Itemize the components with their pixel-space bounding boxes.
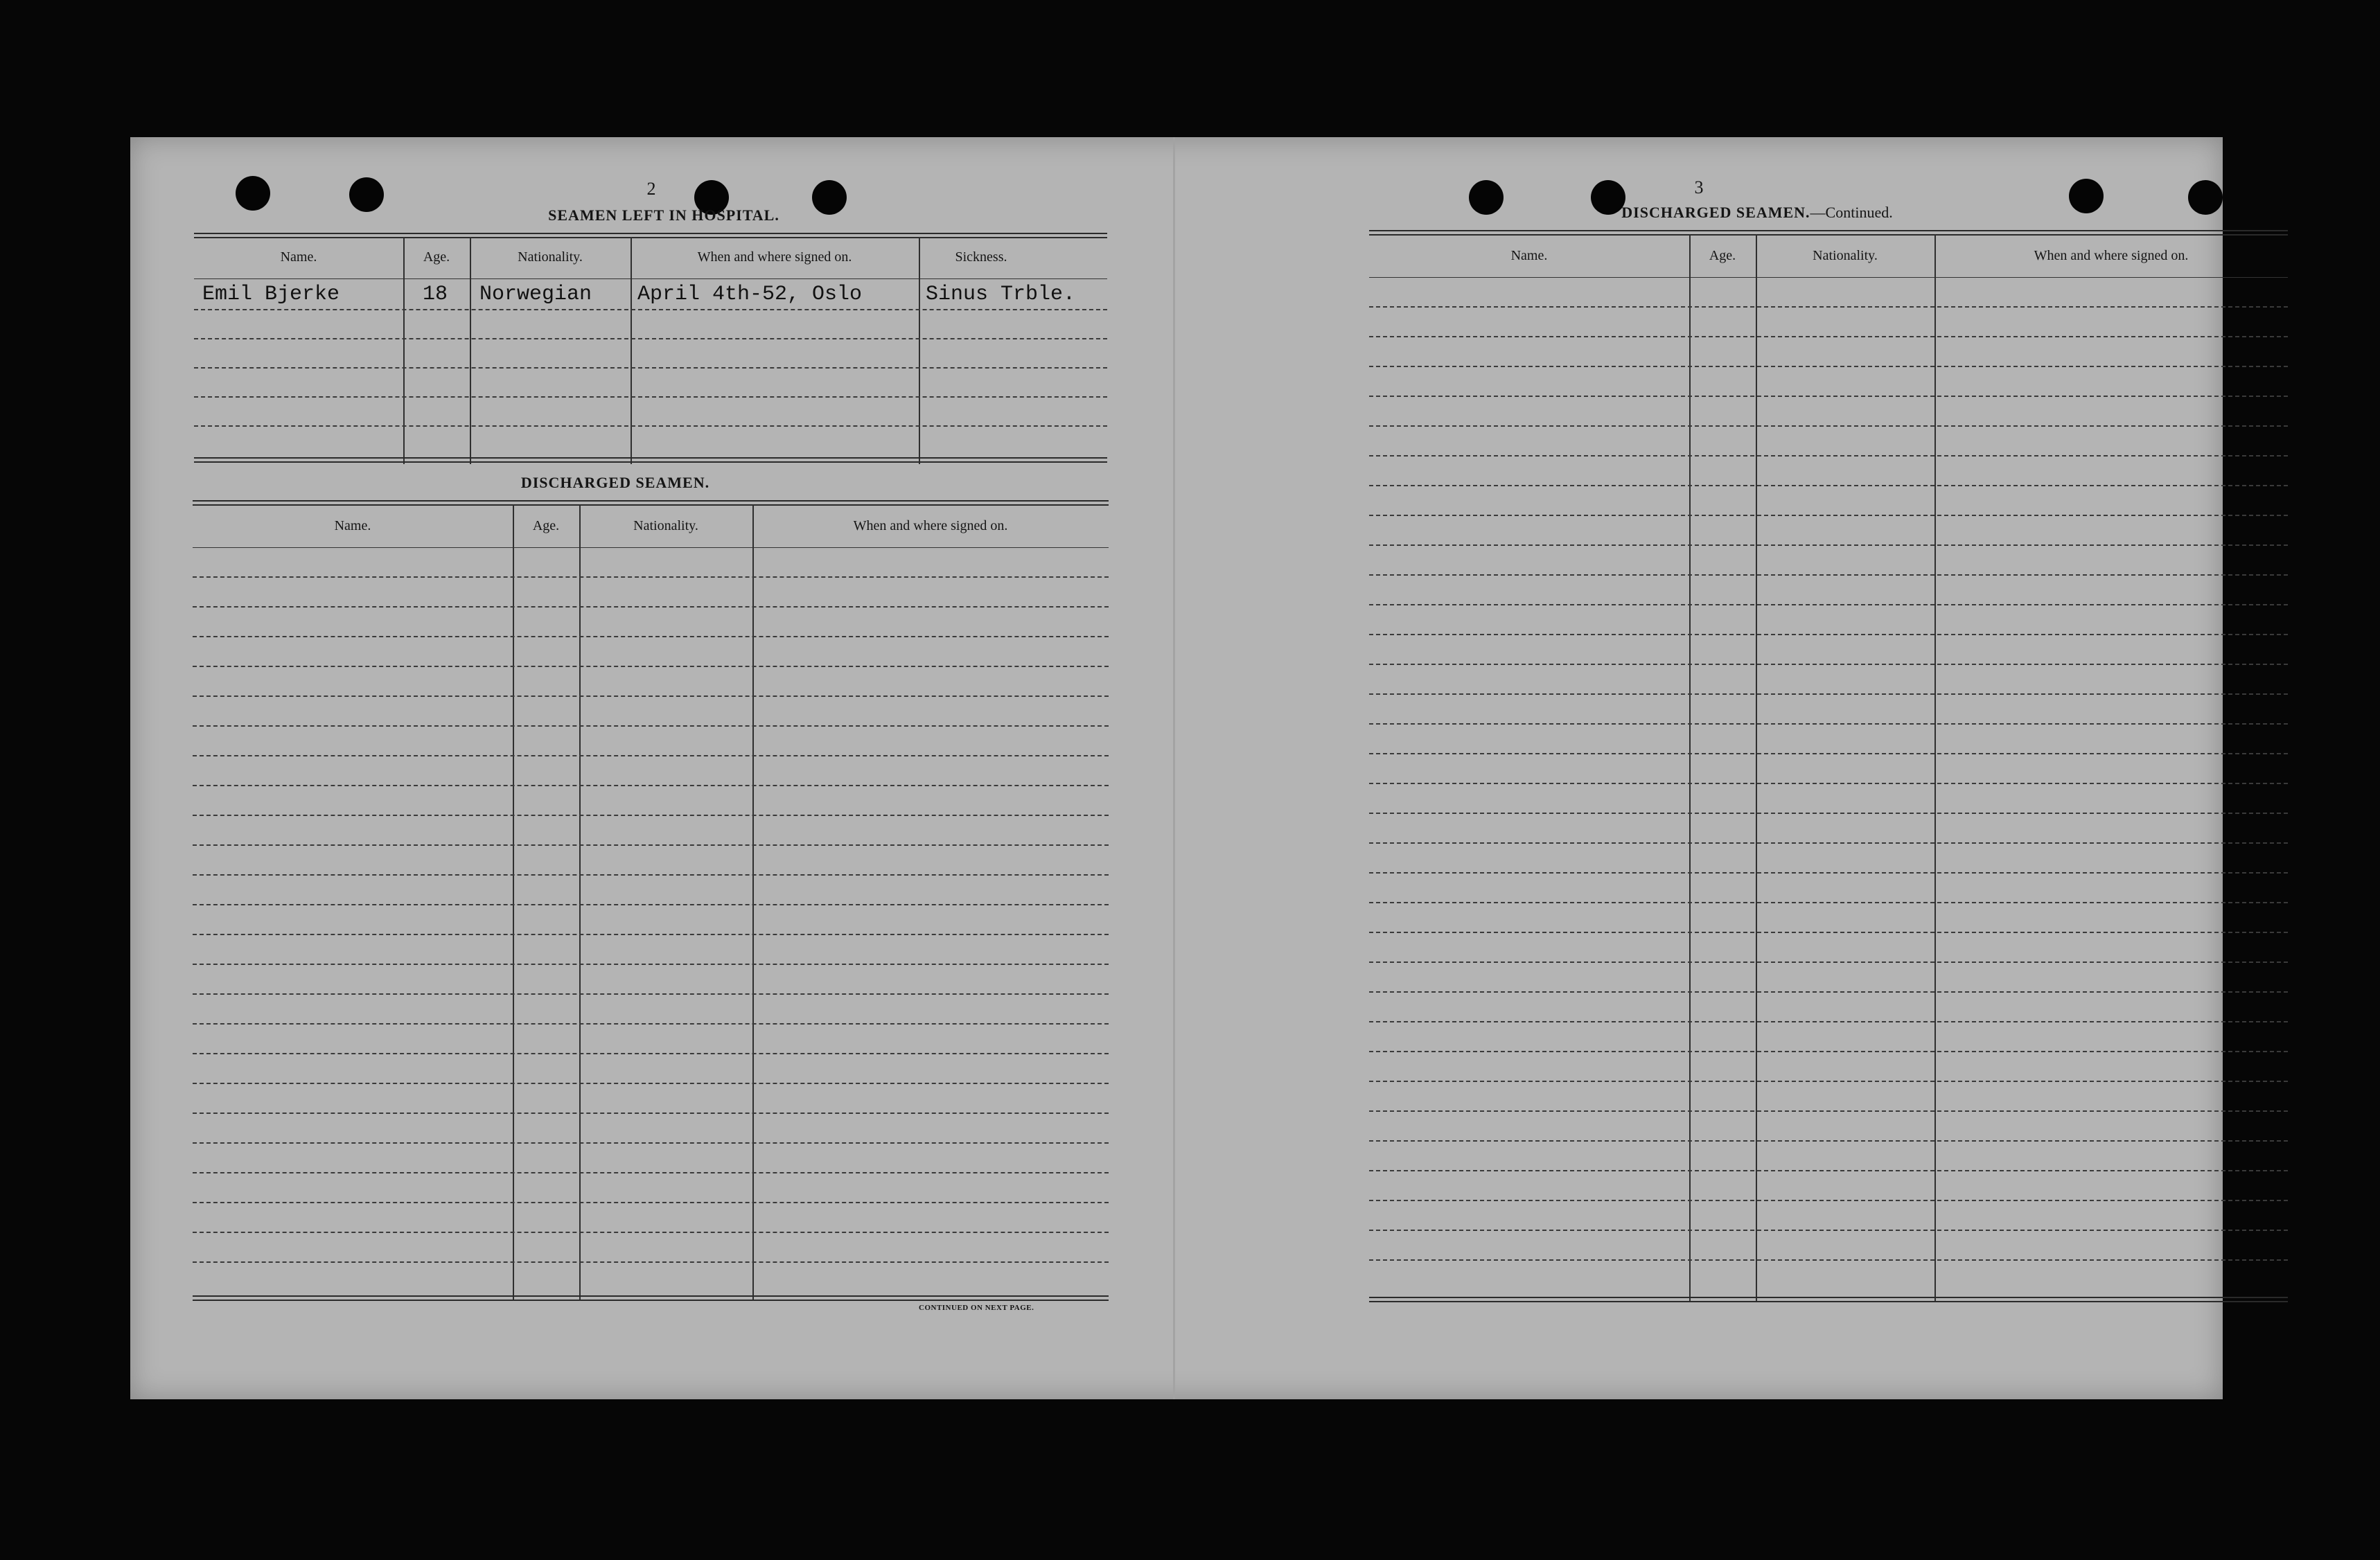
continued-note: CONTINUED ON NEXT PAGE. xyxy=(919,1304,1034,1312)
page-number: 2 xyxy=(646,179,656,199)
entry-sickness: Sinus Trble. xyxy=(926,283,1076,306)
discharged-title-main: DISCHARGED SEAMEN. xyxy=(1621,204,1810,221)
punch-hole xyxy=(2069,179,2104,213)
punch-hole xyxy=(1469,180,1504,215)
left-page xyxy=(130,137,1173,1399)
entry-nationality: Norwegian xyxy=(479,283,592,306)
col-header-age: Age. xyxy=(423,249,450,265)
col-header-sickness: Sickness. xyxy=(955,249,1007,265)
punch-hole xyxy=(349,177,384,212)
col-header-signed-on: When and where signed on. xyxy=(2034,248,2189,263)
punch-hole xyxy=(2188,180,2223,215)
col-header-nationality: Nationality. xyxy=(518,249,583,265)
col-header-signed-on: When and where signed on. xyxy=(697,249,852,265)
page-number: 3 xyxy=(1694,177,1704,197)
col-header-name: Name. xyxy=(334,518,371,533)
document-sheet xyxy=(130,137,2223,1399)
col-header-age: Age. xyxy=(1709,248,1736,263)
entry-age: 18 xyxy=(423,283,448,306)
discharged-title-continued: —Continued. xyxy=(1810,204,1893,221)
punch-hole xyxy=(812,180,847,215)
entry-signed-on: April 4th-52, Oslo xyxy=(637,283,863,306)
discharged-section-title: DISCHARGED SEAMEN. xyxy=(520,474,710,491)
col-header-nationality: Nationality. xyxy=(1813,248,1878,263)
col-header-age: Age. xyxy=(532,518,560,533)
right-page xyxy=(1175,137,2223,1399)
col-header-signed-on: When and where signed on. xyxy=(853,518,1008,533)
discharged-table-right xyxy=(1369,230,2288,1304)
entry-name: Emil Bjerke xyxy=(202,283,340,306)
discharged-table-left xyxy=(193,500,1109,1304)
col-header-name: Name. xyxy=(1510,248,1548,263)
discharged-continued-title xyxy=(1591,204,1923,222)
col-header-name: Name. xyxy=(280,249,317,265)
col-header-nationality: Nationality. xyxy=(633,518,698,533)
punch-hole xyxy=(236,176,270,211)
hospital-section-title: SEAMEN LEFT IN HOSPITAL. xyxy=(548,206,779,224)
